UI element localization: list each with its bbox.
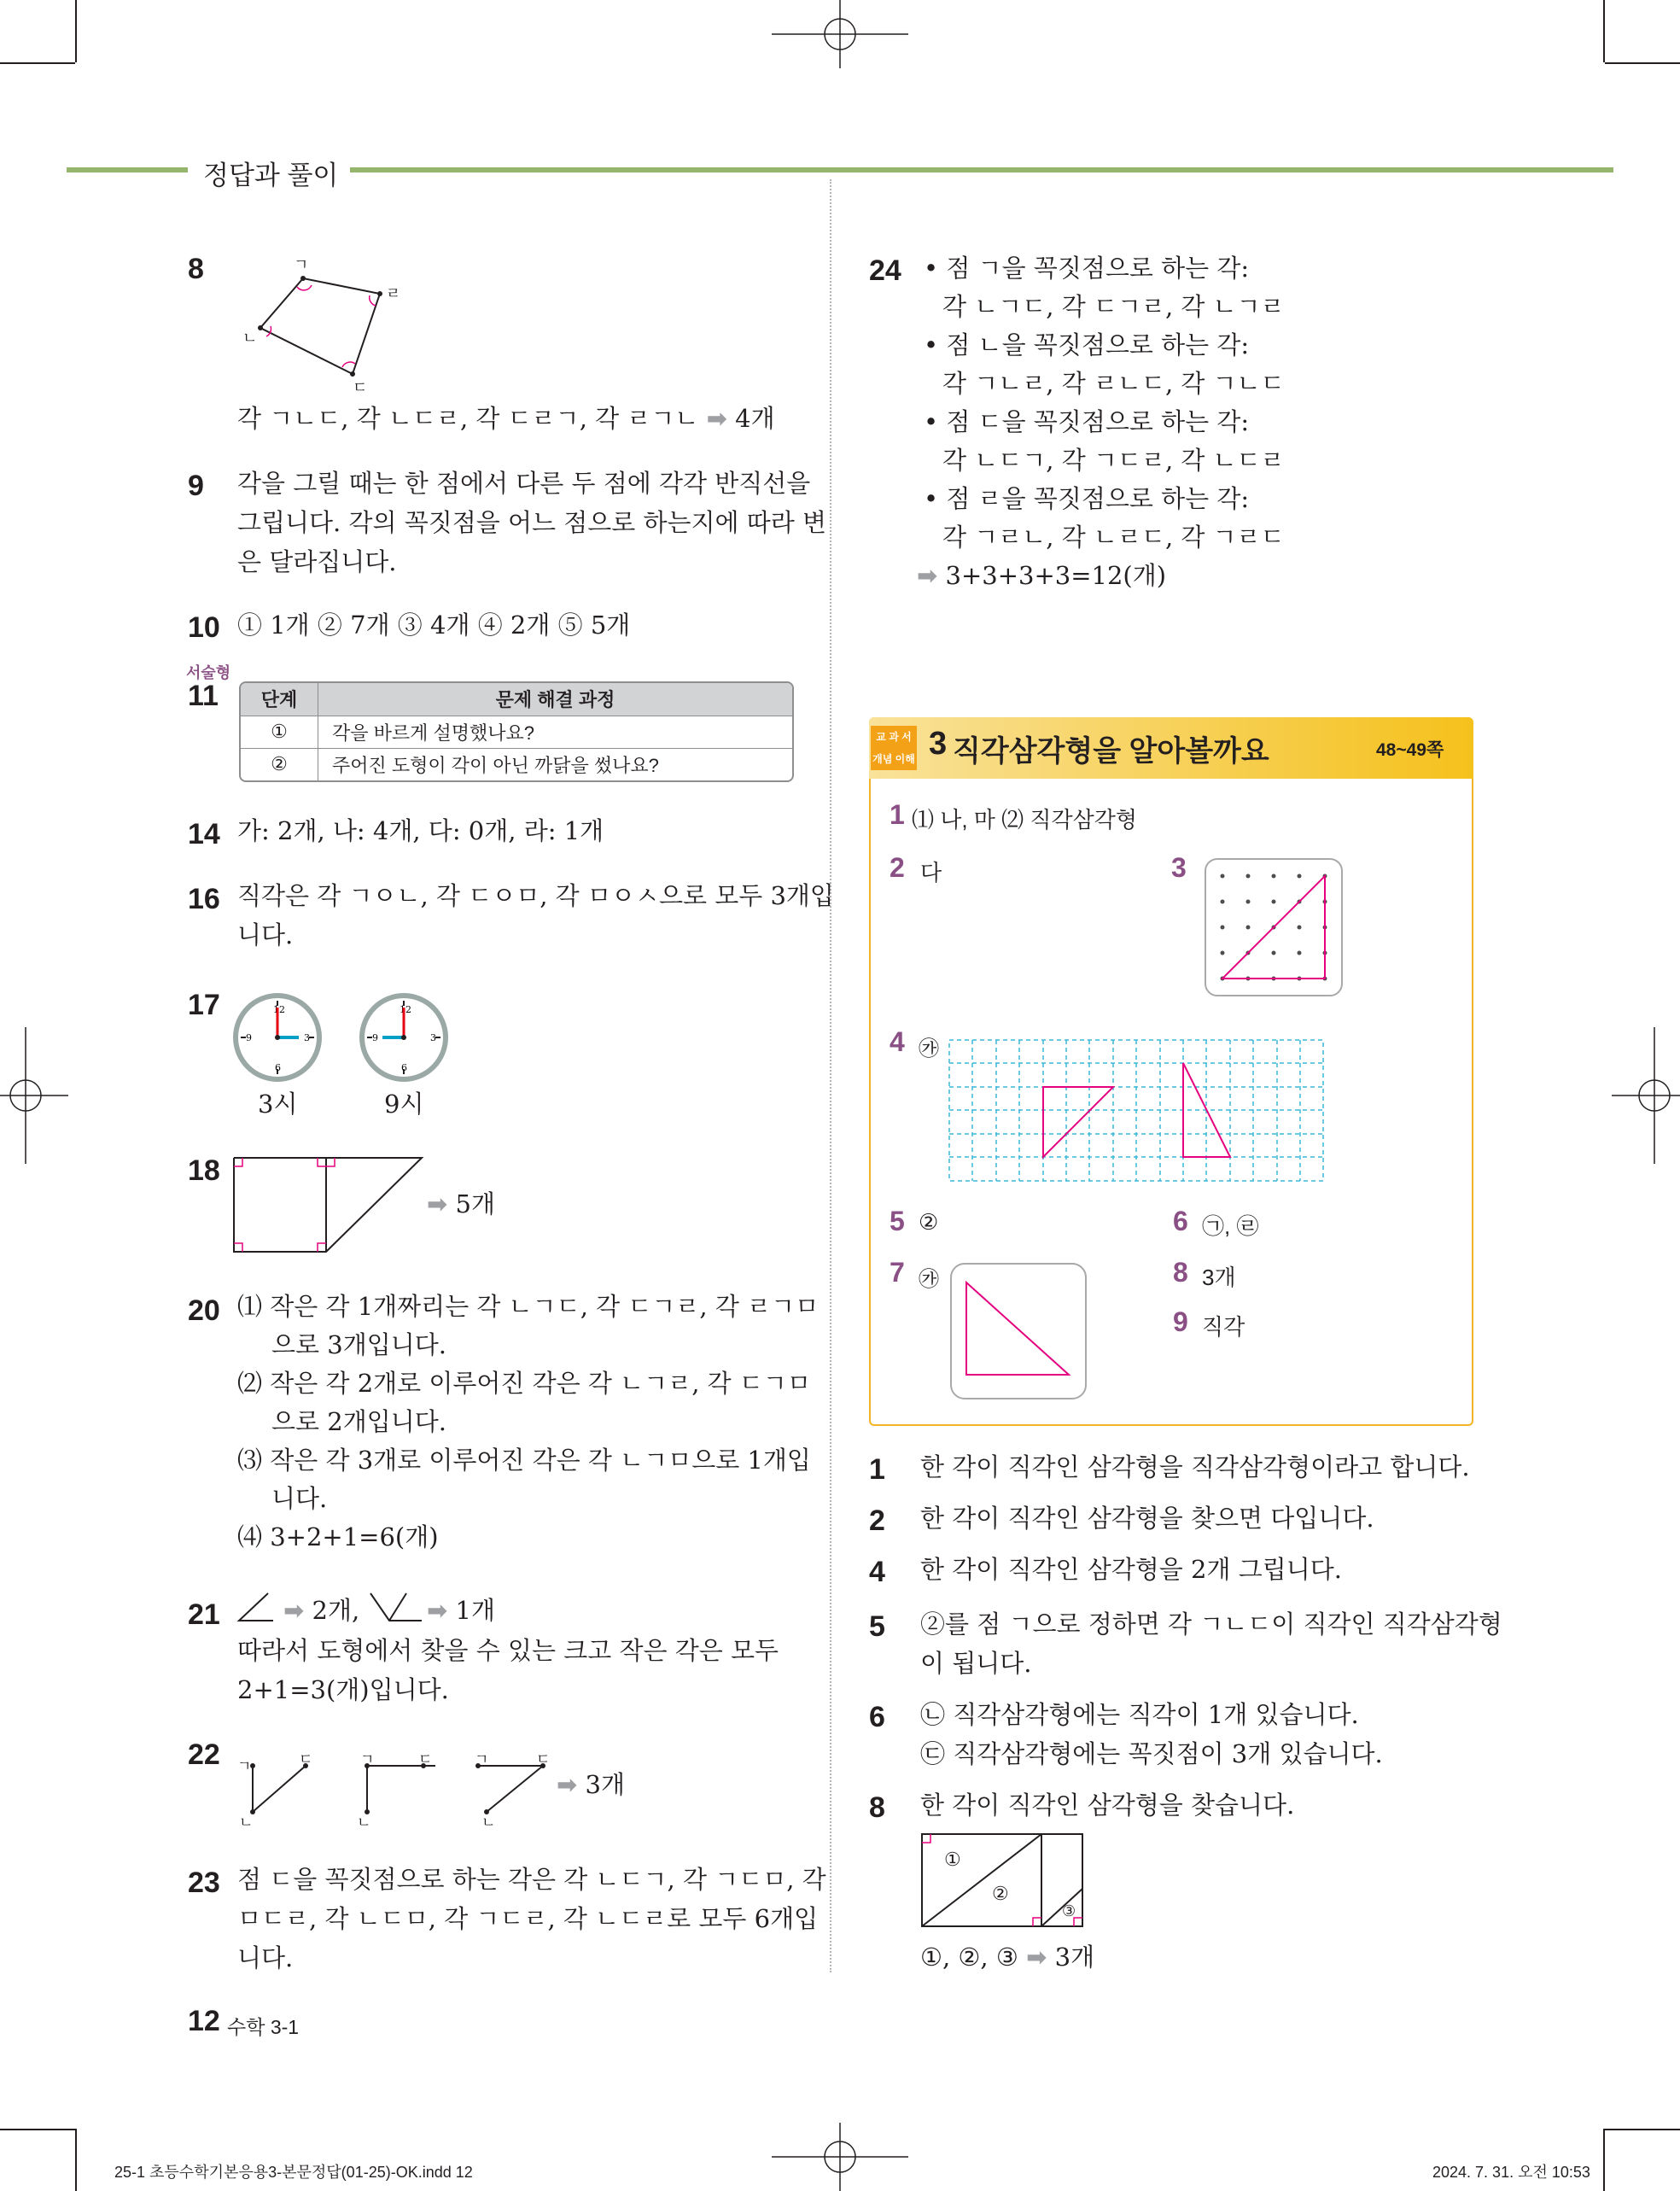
q24-line: 각 ㄱㄴㄹ, 각 ㄹㄴㄷ, 각 ㄱㄴㄷ <box>942 369 1285 398</box>
q24-line: • 점 ㄹ을 꼭짓점으로 하는 각: <box>924 484 1250 513</box>
q23-number: 23 <box>188 1867 220 1899</box>
q21-number: 21 <box>188 1598 220 1631</box>
svg-text:6: 6 <box>275 1062 281 1073</box>
box-answer-4-grid <box>948 1038 1327 1183</box>
box-answer-9-number: 9 <box>1173 1306 1188 1337</box>
q23-line: 점 ㄷ을 꼭짓점으로 하는 각은 각 ㄴㄷㄱ, 각 ㄱㄷㅁ, 각 <box>237 1865 826 1894</box>
box-answer-7: ㉮ <box>919 1268 939 1291</box>
box-answer-5: ② <box>919 1209 939 1235</box>
q8-label-r: ㄹ <box>386 285 401 302</box>
concept-pages: 48~49쪽 <box>1376 740 1444 760</box>
q22-label: ㄷ <box>536 1751 551 1767</box>
q20-number: 20 <box>188 1294 220 1327</box>
exp-8-text: 한 각이 직각인 삼각형을 찾습니다. <box>920 1791 1295 1820</box>
q22-angles <box>230 1742 555 1827</box>
q8-label-n: ㄴ <box>242 330 258 347</box>
q22-label: ㄷ <box>299 1751 313 1767</box>
box-answer-5-number: 5 <box>890 1206 905 1236</box>
clock-label: 9시 <box>384 1090 424 1119</box>
q24-line: 각 ㄴㄷㄱ, 각 ㄱㄷㄹ, 각 ㄴㄷㄹ <box>942 446 1285 475</box>
q9-number: 9 <box>188 470 204 502</box>
q24-line: 각 ㄴㄱㄷ, 각 ㄷㄱㄹ, 각 ㄴㄱㄹ <box>942 292 1285 321</box>
subject-label: 수학 3-1 <box>227 2016 300 2038</box>
box-answer-4-number: 4 <box>890 1026 905 1057</box>
q8-answer-text: 각 ㄱㄴㄷ, 각 ㄴㄷㄹ, 각 ㄷㄹㄱ, 각 ㄹㄱㄴ <box>237 404 699 433</box>
exp-8-answer <box>920 1942 1094 1974</box>
file-slug: 25-1 초등수학기본응용3-본문정답(01-25)-OK.indd 12 <box>114 2164 473 2181</box>
q11-process: 주어진 도형이 각이 아닌 까닭을 썼나요? <box>332 754 659 776</box>
exp-8-label: ② <box>992 1884 1009 1905</box>
q11-table <box>239 681 794 782</box>
concept-tag <box>871 726 917 770</box>
crop-mark <box>1605 2129 1680 2130</box>
q24-line: • 점 ㄱ을 꼭짓점으로 하는 각: <box>924 254 1250 283</box>
q20-line: 으로 2개입니다. <box>271 1407 446 1436</box>
exp-8-label: ③ <box>1062 1902 1076 1920</box>
exp-1-text: 한 각이 직각인 삼각형을 직각삼각형이라고 합니다. <box>920 1452 1470 1481</box>
crop-mark <box>1603 2129 1605 2191</box>
q18-result: 5개 <box>455 1189 495 1218</box>
q23-line: 니다. <box>237 1943 294 1972</box>
crop-mark <box>1605 62 1680 64</box>
arrow-icon: ➡ <box>1026 1943 1047 1972</box>
box-answer-9: 직각 <box>1202 1314 1245 1340</box>
clock-9-icon <box>357 990 451 1084</box>
q20-line: ⑶ 작은 각 3개로 이루어진 각은 각 ㄴㄱㅁ으로 1개입 <box>237 1446 811 1475</box>
header-rule-left <box>67 167 188 172</box>
svg-text:3: 3 <box>304 1032 310 1043</box>
box-answer-3-dot-grid <box>1204 857 1344 997</box>
q21-angle-b <box>367 1590 427 1624</box>
date-slug: 2024. 7. 31. 오전 10:53 <box>1432 2164 1590 2181</box>
exp-2-text: 한 각이 직각인 삼각형을 찾으면 다입니다. <box>920 1504 1374 1533</box>
svg-text:9: 9 <box>372 1032 378 1043</box>
q8-label-g: ㄱ <box>294 256 309 273</box>
concept-title-number: 3 <box>929 726 948 762</box>
box-answer-4: ㉮ <box>919 1037 939 1060</box>
box-answer-8-number: 8 <box>1173 1257 1188 1288</box>
q11-tag: 서술형 <box>186 664 231 681</box>
concept-tag-top: 교 과 서 <box>876 731 912 743</box>
crop-mark <box>75 0 77 62</box>
exp-8-result: ①, ②, ③ <box>920 1943 1018 1972</box>
q22-label: ㄷ <box>418 1751 433 1767</box>
header-rule-right <box>350 167 1613 172</box>
box-answer-3-number: 3 <box>1171 852 1187 883</box>
box-answer-6: ㉠, ㉣ <box>1202 1213 1259 1239</box>
box-answer-2: 다 <box>920 860 942 885</box>
q22-answer <box>557 1769 625 1802</box>
q11-step: ① <box>241 716 318 748</box>
q10-number: 10 <box>188 611 220 644</box>
exp-2-number: 2 <box>869 1504 885 1537</box>
q22-label: ㄱ <box>237 1758 252 1774</box>
crop-mark <box>0 62 75 64</box>
q14-text: 가: 2개, 나: 4개, 다: 0개, 라: 1개 <box>237 816 604 845</box>
q8-result: 4개 <box>735 404 775 433</box>
q18-answer <box>427 1189 495 1221</box>
exp-5-number: 5 <box>869 1610 885 1643</box>
exp-8-number: 8 <box>869 1791 885 1824</box>
q20-line: ⑴ 작은 각 1개짜리는 각 ㄴㄱㄷ, 각 ㄷㄱㄹ, 각 ㄹㄱㅁ <box>237 1292 820 1321</box>
q9-line: 그립니다. 각의 꼭짓점을 어느 점으로 하는지에 따라 변 <box>237 508 827 537</box>
arrow-icon: ➡ <box>427 1189 448 1218</box>
arrow-icon: ➡ <box>917 561 938 590</box>
arrow-icon: ➡ <box>706 404 727 433</box>
q24-number: 24 <box>869 254 901 287</box>
arrow-icon: ➡ <box>283 1596 305 1625</box>
svg-text:3: 3 <box>430 1032 436 1043</box>
q21-angle-a <box>234 1590 277 1624</box>
q9-line: 은 달라집니다. <box>237 547 397 576</box>
q16-number: 16 <box>188 883 220 915</box>
exp-5-text: 이 됩니다. <box>920 1649 1032 1678</box>
q14-number: 14 <box>188 818 220 850</box>
q8-number: 8 <box>188 253 204 285</box>
arrow-icon: ➡ <box>557 1770 578 1799</box>
q20-line: ⑵ 작은 각 2개로 이루어진 각은 각 ㄴㄱㄹ, 각 ㄷㄱㅁ <box>237 1369 811 1398</box>
q18-figure <box>230 1153 427 1255</box>
q11-step: ② <box>241 748 318 780</box>
exp-6-number: 6 <box>869 1701 885 1733</box>
q10-text: ① 1개 ② 7개 ③ 4개 ④ 2개 ⑤ 5개 <box>237 611 631 640</box>
box-answer-6-number: 6 <box>1173 1206 1188 1236</box>
arrow-icon: ➡ <box>427 1596 448 1625</box>
crop-mark <box>75 2129 77 2191</box>
page-title: 정답과 풀이 <box>203 161 339 190</box>
q21-line: 2+1=3(개)입니다. <box>237 1675 449 1704</box>
registration-mark-left <box>0 1027 68 1164</box>
q11-process: 각을 바르게 설명했나요? <box>332 722 534 744</box>
q11-head-step: 단계 <box>241 683 318 716</box>
q8-quadrilateral <box>230 253 418 398</box>
box-answer-7-number: 7 <box>890 1257 905 1288</box>
crop-mark <box>1603 0 1605 62</box>
q22-label: ㄴ <box>357 1814 371 1831</box>
q22-label: ㄱ <box>475 1751 489 1767</box>
q24-line: • 점 ㄴ을 꼭짓점으로 하는 각: <box>924 330 1250 359</box>
q21-result-2: 1개 <box>455 1596 495 1625</box>
q22-number: 22 <box>188 1738 220 1771</box>
q24-result: 3+3+3+3=12(개) <box>945 561 1167 590</box>
q16-line: 직각은 각 ㄱㅇㄴ, 각 ㄷㅇㅁ, 각 ㅁㅇㅅ으로 모두 3개입 <box>237 881 834 910</box>
exp-4-number: 4 <box>869 1556 885 1588</box>
q21-result-1: 2개, <box>312 1596 360 1625</box>
q22-result: 3개 <box>585 1770 625 1799</box>
q8-answer <box>237 403 775 435</box>
registration-mark-bottom <box>772 2123 908 2191</box>
box-answer-2-number: 2 <box>890 852 905 883</box>
clock-3-icon <box>230 990 324 1084</box>
svg-text:9: 9 <box>246 1032 252 1043</box>
q21-r2 <box>427 1595 495 1627</box>
q21-r1 <box>283 1595 359 1627</box>
q17-number: 17 <box>188 989 220 1021</box>
registration-mark-top <box>772 0 908 68</box>
column-divider <box>830 179 831 1972</box>
exp-6-text: ㉡ 직각삼각형에는 직각이 1개 있습니다. <box>920 1700 1359 1729</box>
q22-label: ㄴ <box>481 1814 496 1831</box>
crop-mark <box>0 2129 75 2130</box>
box-answer-7-figure <box>949 1262 1088 1400</box>
q8-label-d: ㄷ <box>353 379 368 396</box>
registration-mark-right <box>1612 1027 1680 1164</box>
q22-label: ㄴ <box>239 1814 254 1831</box>
exp-8-label: ① <box>944 1849 961 1871</box>
q23-line: ㅁㄷㄹ, 각 ㄴㄷㅁ, 각 ㄱㄷㄹ, 각 ㄴㄷㄹ로 모두 6개입 <box>237 1904 819 1933</box>
exp-6-text: ㉢ 직각삼각형에는 꼭짓점이 3개 있습니다. <box>920 1739 1383 1768</box>
q20-line: 으로 3개입니다. <box>271 1330 446 1359</box>
q21-line: 따라서 도형에서 찾을 수 있는 크고 작은 각은 모두 <box>237 1636 779 1665</box>
svg-text:12: 12 <box>273 1004 285 1015</box>
q22-label: ㄱ <box>360 1751 375 1767</box>
q18-number: 18 <box>188 1154 220 1187</box>
svg-text:12: 12 <box>400 1004 411 1015</box>
q24-line: 각 ㄱㄹㄴ, 각 ㄴㄹㄷ, 각 ㄱㄹㄷ <box>942 523 1285 552</box>
exp-8-count: 3개 <box>1054 1943 1095 1972</box>
box-answer-1-number: 1 <box>890 799 905 830</box>
exp-5-text: ②를 점 ㄱ으로 정하면 각 ㄱㄴㄷ이 직각인 직각삼각형 <box>920 1610 1502 1639</box>
q16-line: 니다. <box>237 920 294 949</box>
concept-tag-bottom: 개념 이해 <box>872 753 915 765</box>
svg-text:6: 6 <box>401 1062 407 1073</box>
page-number: 12 <box>188 2005 220 2037</box>
q20-line: 니다. <box>271 1484 328 1513</box>
exp-4-text: 한 각이 직각인 삼각형을 2개 그립니다. <box>920 1555 1342 1584</box>
q24-line: • 점 ㄷ을 꼭짓점으로 하는 각: <box>924 407 1250 436</box>
q9-line: 각을 그릴 때는 한 점에서 다른 두 점에 각각 반직선을 <box>237 469 811 498</box>
box-answer-8: 3개 <box>1202 1265 1236 1290</box>
concept-title: 직각삼각형을 알아볼까요 <box>953 735 1269 768</box>
q24-answer <box>917 560 1166 593</box>
q20-line: ⑷ 3+2+1=6(개) <box>237 1522 439 1551</box>
box-answer-1: ⑴ 나, 마 ⑵ 직각삼각형 <box>912 807 1137 833</box>
clock-label: 3시 <box>258 1090 298 1119</box>
exp-1-number: 1 <box>869 1453 885 1486</box>
q11-head-process: 문제 해결 과정 <box>495 689 615 711</box>
q11-number: 11 <box>188 680 219 712</box>
